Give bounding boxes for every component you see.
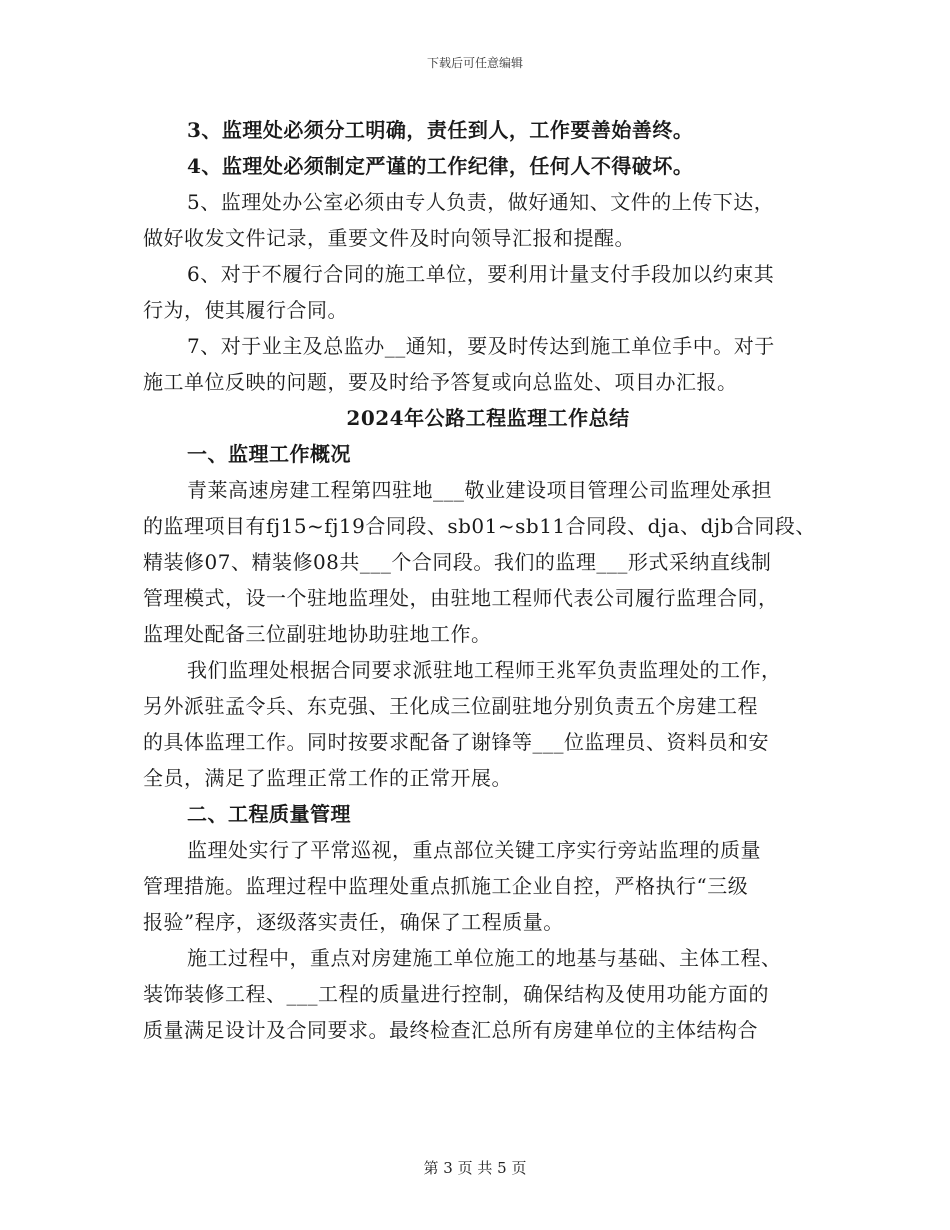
page-header: 下载后可任意编辑 [426,56,523,70]
quality-para-2-line-2: 装饰装修工程、___工程的质量进行控制，确保结构及使用功能方面的 [143,982,769,1006]
quality-para-1-line-1: 监理处实行了平常巡视，重点部位关键工序实行旁站监理的质量 [187,838,761,862]
overview-para-2-line-1: 我们监理处根据合同要求派驻地工程师王兆军负责监理处的工作， [187,658,782,682]
document-title: 2024年公路工程监理工作总结 [346,406,630,430]
paragraph-7-line-2: 施工单位反映的问题，要及时给予答复或向总监处、项目办汇报。 [143,370,738,394]
overview-para-1-line-4: 管理模式，设一个驻地监理处，由驻地工程师代表公司履行监理合同， [143,586,779,610]
overview-para-2-line-4: 全员，满足了监理正常工作的正常开展。 [143,766,512,790]
overview-para-2-line-3: 的具体监理工作。同时按要求配备了谢锋等___位监理员、资料员和安 [143,730,769,754]
overview-para-1-line-2: 的监理项目有fj15~fj19合同段、sb01~sb11合同段、dja、djb合同段、 [143,514,816,538]
quality-para-1-line-3: 报验”程序，逐级落实责任，确保了工程质量。 [143,910,564,934]
overview-para-2-line-2: 另外派驻孟令兵、东克强、王化成三位副驻地分别负责五个房建工程 [143,694,758,718]
paragraph-7-line-1: 7、对于业主及总监办__通知，要及时传达到施工单位手中。对于 [187,334,775,358]
document-body [143,112,833,1048]
quality-para-2-line-1: 施工过程中，重点对房建施工单位施工的地基与基础、主体工程、 [187,946,782,970]
overview-para-1-line-3: 精装修07、精装修08共___个合同段。我们的监理___形式采纳直线制 [143,550,772,574]
page-number: 第 3 页 共 5 页 [423,1159,527,1177]
paragraph-5-line-2: 做好收发文件记录，重要文件及时向领导汇报和提醒。 [143,226,635,250]
paragraph-4: 4、监理处必须制定严谨的工作纪律，任何人不得破坏。 [187,154,694,178]
paragraph-6-line-2: 行为，使其履行合同。 [143,298,348,322]
paragraph-3: 3、监理处必须分工明确，责任到人，工作要善始善终。 [187,118,694,142]
section-heading-1: 一、监理工作概况 [187,442,351,466]
section-heading-2: 二、工程质量管理 [187,802,351,826]
overview-para-1-line-5: 监理处配备三位副驻地协助驻地工作。 [143,622,492,646]
paragraph-6-line-1: 6、对于不履行合同的施工单位，要利用计量支付手段加以约束其 [187,262,775,286]
overview-para-1-line-1: 青莱高速房建工程第四驻地___敬业建设项目管理公司监理处承担 [187,478,772,502]
quality-para-2-line-3: 质量满足设计及合同要求。最终检查汇总所有房建单位的主体结构合 [143,1018,758,1042]
paragraph-5-line-1: 5、监理处办公室必须由专人负责，做好通知、文件的上传下达， [187,190,775,214]
quality-para-1-line-2: 管理措施。监理过程中监理处重点抓施工企业自控，严格执行“三级 [143,874,749,898]
